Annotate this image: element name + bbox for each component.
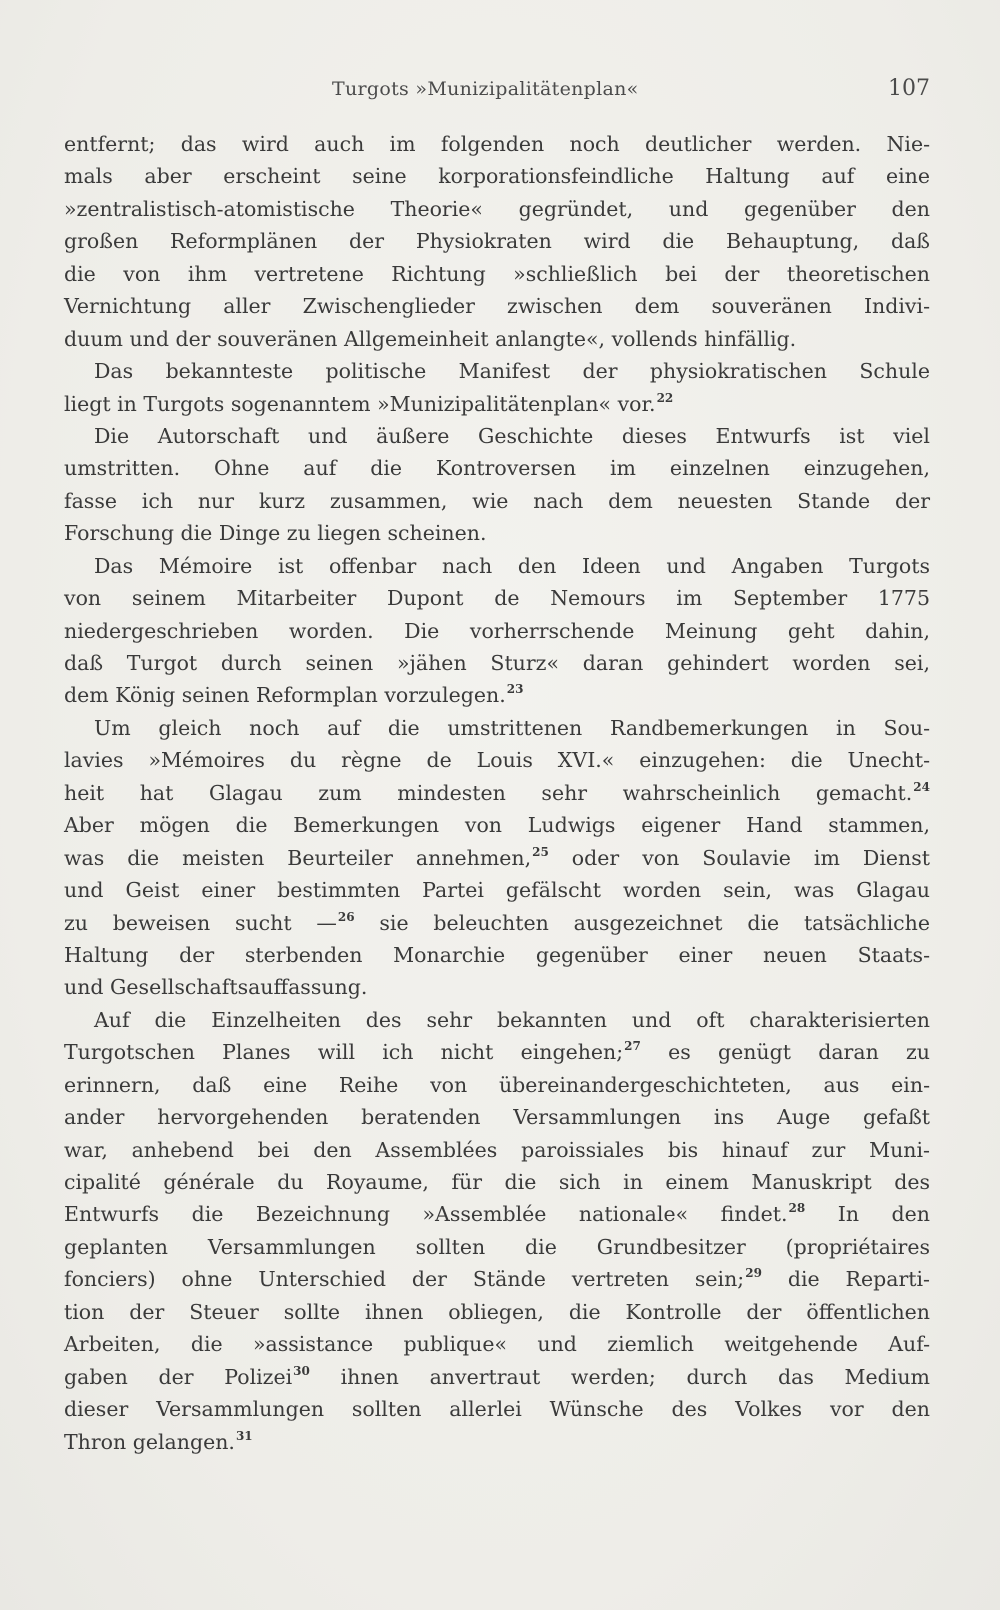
line-text: zu beweisen sucht — [64, 910, 337, 935]
text-line [64, 1231, 930, 1263]
line-text: Das bekannteste politische Manifest der physiokratischen Schule [94, 359, 930, 384]
line-text-after-footnote: sie beleuchten ausgezeichnet die tatsächliche [354, 910, 930, 935]
text-line [64, 582, 930, 614]
text-line [64, 225, 930, 257]
footnote-marker: 22 [656, 390, 674, 405]
line-text-after-footnote: oder von Soulavie im Dienst [548, 845, 930, 870]
line-text: niedergeschrieben worden. Die vorherrschende Meinung geht dahin, [64, 618, 930, 643]
line-text: Die Autorschaft und äußere Geschichte dieses Entwurfs ist viel [94, 423, 930, 448]
footnote-marker: 27 [624, 1039, 641, 1054]
text-line [64, 452, 930, 484]
text-line [64, 777, 930, 809]
line-text: Entwurfs die Bezeichnung »Assemblée nationale« findet. [64, 1202, 788, 1227]
line-text: dieser Versammlungen sollten allerlei Wünsche des Volkes vor den [64, 1397, 930, 1422]
line-text: mals aber erscheint seine korporationsfeindliche Haltung auf eine [64, 164, 930, 189]
text-line [64, 647, 930, 679]
line-text: was die meisten Beurteiler annehmen, [64, 845, 532, 870]
text-line [64, 485, 930, 517]
text-line [64, 420, 930, 452]
text-line [64, 517, 930, 549]
line-text-after-footnote: es genügt daran zu [640, 1040, 930, 1065]
line-text: erinnern, daß eine Reihe von übereinandergeschichteten, aus ein- [64, 1072, 930, 1097]
page-number: 107 [888, 76, 930, 101]
text-line [64, 128, 930, 160]
line-text: Um gleich noch auf die umstrittenen Randbemerkungen in Sou- [94, 715, 930, 740]
line-text: Thron gelangen. [64, 1429, 235, 1454]
line-text: großen Reformplänen der Physiokraten wird die Behauptung, daß [64, 229, 930, 254]
line-text: Das Mémoire ist offenbar nach den Ideen und Angaben Turgots [94, 553, 930, 578]
text-line [64, 1166, 930, 1198]
line-text: liegt in Turgots sogenanntem »Munizipalitätenplan« vor. [64, 391, 656, 416]
line-text: und Gesellschaftsauffassung. [64, 975, 368, 1000]
line-text: Aber mögen die Bemerkungen von Ludwigs eigener Hand stammen, [64, 813, 930, 838]
text-line [64, 1036, 930, 1068]
line-text: geplanten Versammlungen sollten die Grundbesitzer (propriétaires [64, 1234, 930, 1259]
line-text: und Geist einer bestimmten Partei gefälscht worden sein, was Glagau [64, 878, 930, 903]
footnote-marker: 29 [745, 1266, 762, 1281]
text-line [64, 1134, 930, 1166]
line-text-after-footnote: die Reparti- [761, 1267, 930, 1292]
line-text: Haltung der sterbenden Monarchie gegenüber einer neuen Staats- [64, 942, 930, 967]
line-text: Auf die Einzelheiten des sehr bekannten und oft charakterisierten [94, 1007, 930, 1032]
text-line [64, 679, 930, 711]
line-text: lavies »Mémoires du règne de Louis XVI.« einzugehen: die Unecht- [64, 748, 930, 773]
line-text: die von ihm vertretene Richtung »schließlich bei der theoretischen [64, 261, 930, 286]
text-line [64, 290, 930, 322]
text-line [64, 323, 930, 355]
text-line [64, 1101, 930, 1133]
line-text: cipalité générale du Royaume, für die sich in einem Manuskript des [64, 1170, 930, 1194]
text-line [64, 1263, 930, 1295]
line-text: umstritten. Ohne auf die Kontroversen im einzelnen einzugehen, [64, 456, 930, 481]
text-line [64, 258, 930, 290]
line-text: fonciers) ohne Unterschied der Stände vertreten sein; [64, 1267, 745, 1292]
text-line [64, 193, 930, 225]
line-text: daß Turgot durch seinen »jähen Sturz« daran gehindert worden sei, [64, 651, 930, 675]
line-text: dem König seinen Reformplan vorzulegen. [64, 683, 506, 708]
text-line [64, 971, 930, 1003]
line-text: tion der Steuer sollte ihnen obliegen, die Kontrolle der öffentlichen [64, 1299, 930, 1324]
line-text: Arbeiten, die »assistance publique« und ziemlich weitgehende Auf- [64, 1332, 930, 1357]
text-line [64, 744, 930, 776]
text-line [64, 550, 930, 582]
footnote-marker: 25 [532, 844, 549, 859]
line-text: »zentralistisch-atomistische Theorie« gegründet, und gegenüber den [64, 196, 930, 221]
body-text [64, 128, 930, 1458]
text-line [64, 842, 930, 874]
page-header [64, 76, 930, 108]
text-line [64, 1328, 930, 1360]
text-line [64, 1426, 930, 1458]
footnote-marker: 28 [788, 1201, 806, 1216]
text-line [64, 1393, 930, 1425]
text-line [64, 355, 930, 387]
line-text: heit hat Glagau zum mindesten sehr wahrscheinlich gemacht. [64, 780, 913, 805]
text-line [64, 712, 930, 744]
line-text: ander hervorgehenden beratenden Versammlungen ins Auge gefaßt [64, 1105, 930, 1130]
line-text: duum und der souveränen Allgemeinheit anlangte«, vollends hinfällig. [64, 326, 797, 351]
text-line [64, 160, 930, 192]
text-line [64, 615, 930, 647]
line-text: Vernichtung aller Zwischenglieder zwischen dem souveränen Indivi- [64, 294, 930, 319]
line-text: Turgotschen Planes will ich nicht eingehen; [64, 1040, 624, 1065]
line-text-after-footnote: In den [805, 1202, 930, 1227]
text-line [64, 809, 930, 841]
footnote-marker: 31 [235, 1428, 253, 1443]
text-line [64, 939, 930, 971]
text-line [64, 1198, 930, 1230]
footnote-marker: 23 [506, 682, 524, 697]
text-line [64, 874, 930, 906]
footnote-marker: 26 [337, 909, 355, 924]
line-text: Forschung die Dinge zu liegen scheinen. [64, 521, 487, 546]
text-line [64, 907, 930, 939]
running-head: Turgots »Munizipalitätenplan« [332, 78, 639, 100]
footnote-marker: 24 [913, 779, 930, 794]
line-text-after-footnote: ihnen anvertraut werden; durch das Medium [309, 1364, 930, 1389]
line-text: fasse ich nur kurz zusammen, wie nach dem neuesten Stande der [64, 488, 930, 513]
text-line [64, 1361, 930, 1393]
line-text: war, anhebend bei den Assemblées paroissiales bis hinauf zur Muni- [64, 1137, 930, 1162]
line-text: von seinem Mitarbeiter Dupont de Nemours im September 1775 [64, 586, 930, 611]
text-line [64, 1004, 930, 1036]
footnote-marker: 30 [293, 1363, 310, 1378]
text-line [64, 1069, 930, 1101]
line-text: entfernt; das wird auch im folgenden noch deutlicher werden. Nie- [64, 132, 930, 156]
text-line [64, 388, 930, 420]
text-line [64, 1296, 930, 1328]
line-text: gaben der Polizei [64, 1364, 293, 1389]
